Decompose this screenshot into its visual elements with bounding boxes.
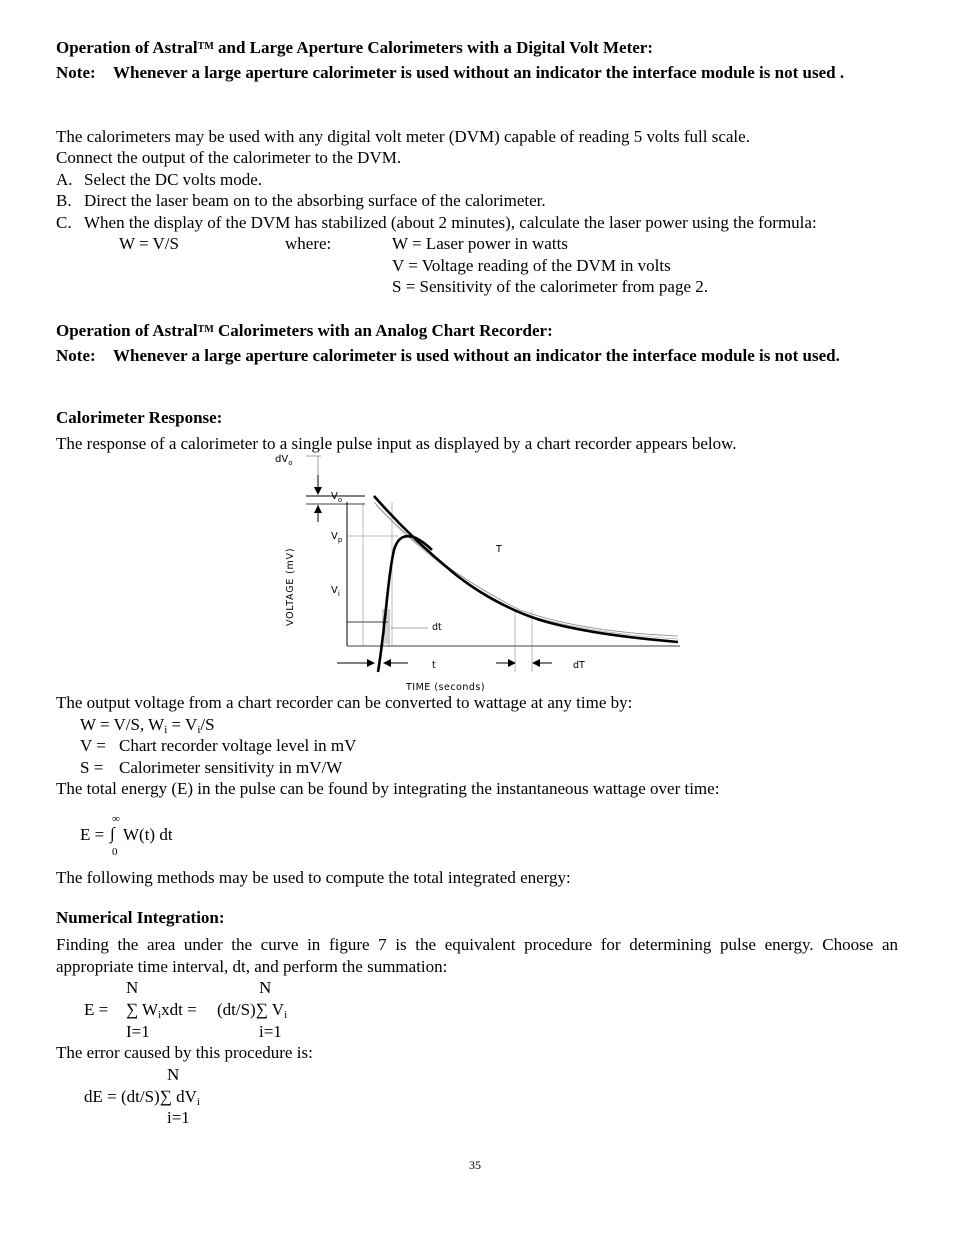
- response-intro: The response of a calorimeter to a single pulse input as displayed by a chart recorder appears below.: [56, 434, 737, 453]
- integral-lower-limit: 0: [112, 846, 118, 858]
- step-c-label: C.: [56, 213, 72, 232]
- vi-label: $V_i$: [331, 585, 340, 598]
- step-b-label: B.: [56, 191, 72, 210]
- dT-label: dT: [573, 660, 585, 671]
- section1-note-text: Whenever a large aperture calorimeter is used without an indicator the interface module is not used .: [113, 63, 845, 82]
- definition-v: V = Voltage reading of the DVM in volts: [392, 256, 671, 275]
- t-label: t: [432, 660, 436, 671]
- vp-label: $V_p$: [331, 531, 343, 544]
- response-heading: Calorimeter Response:: [56, 408, 223, 427]
- section2-heading: Operation of Astral™ Calorimeters with an Analog Chart Recorder:: [56, 321, 553, 340]
- page-number: 35: [469, 1158, 481, 1172]
- sum1-upper: N: [126, 978, 139, 997]
- integral-lhs: E =: [80, 825, 105, 844]
- definition-w: W = Laser power in watts: [392, 234, 568, 253]
- conversion-intro: The output voltage from a chart recorder can be converted to wattage at any time by:: [56, 693, 633, 712]
- integral-sign: ∫: [110, 824, 115, 843]
- sum2-lower: i=1: [259, 1022, 282, 1041]
- summation-lhs: E =: [84, 1000, 109, 1019]
- sum2-upper: N: [259, 978, 272, 997]
- energy-intro: The total energy (E) in the pulse can be found by integrating the instantaneous wattage over time:: [56, 779, 720, 798]
- section1-note-label: Note:: [56, 63, 96, 82]
- T-label: T: [496, 544, 502, 555]
- step-a-label: A.: [56, 170, 73, 189]
- section2-note-text: Whenever a large aperture calorimeter is used without an indicator the interface module is not used.: [113, 346, 840, 365]
- error-intro: The error caused by this procedure is:: [56, 1043, 313, 1062]
- time-axis-label: TIME (seconds): [406, 682, 486, 693]
- v-def-text: Chart recorder voltage level in mV: [119, 736, 357, 755]
- vo-label: $V_o$: [331, 491, 343, 504]
- response-figure: [270, 450, 690, 695]
- definition-s: S = Sensitivity of the calorimeter from page 2.: [392, 277, 708, 296]
- s-def-text: Calorimeter sensitivity in mV/W: [119, 758, 343, 777]
- dvo-label: $dV_o$: [275, 454, 293, 467]
- error-upper: N: [167, 1065, 180, 1084]
- decay-curve: [374, 496, 678, 642]
- pulse-curve: [378, 536, 432, 672]
- numerical-heading: Numerical Integration:: [56, 908, 225, 927]
- s-def-label: S =: [80, 758, 104, 777]
- where-label: where:: [285, 234, 332, 253]
- connect-paragraph: Connect the output of the calorimeter to the DVM.: [56, 148, 402, 167]
- dt-label: dt: [432, 622, 442, 633]
- step-c-text: When the display of the DVM has stabilized (about 2 minutes), calculate the laser power using the formula:: [84, 213, 817, 232]
- summation-term-2: (dt/S)∑ $V_i$: [217, 1000, 288, 1021]
- step-b-text: Direct the laser beam on to the absorbing surface of the calorimeter.: [84, 191, 546, 210]
- integral-upper-limit: ∞: [112, 813, 120, 825]
- dvm-paragraph: The calorimeters may be used with any digital volt meter (DVM) capable of reading 5 volts full scale.: [56, 127, 750, 146]
- integral-rhs: W(t) dt: [123, 825, 173, 844]
- wattage-equation: W = V/S, $W_i = V_i/S$: [80, 715, 215, 736]
- section2-note-label: Note:: [56, 346, 96, 365]
- error-lower: i=1: [167, 1108, 190, 1127]
- sum1-lower: I=1: [126, 1022, 150, 1041]
- v-def-label: V =: [80, 736, 106, 755]
- step-a-text: Select the DC volts mode.: [84, 170, 263, 189]
- methods-paragraph: The following methods may be used to compute the total integrated energy:: [56, 868, 571, 887]
- numerical-paragraph: Finding the area under the curve in figure 7 is the equivalent procedure for determining pulse energy. Choose an appropriate time interval, dt, and perform the summation:: [56, 935, 898, 976]
- error-equation: dE = (dt/S)∑ $dV_i$: [84, 1087, 200, 1108]
- summation-term-1: ∑ $W_ixdt$ =: [126, 1000, 197, 1021]
- power-formula: W = V/S: [119, 234, 179, 253]
- voltage-axis-label: VOLTAGE (mV): [285, 547, 296, 626]
- section1-heading: Operation of Astral™ and Large Aperture Calorimeters with a Digital Volt Meter:: [56, 38, 654, 57]
- envelope-curve-2: [376, 505, 678, 639]
